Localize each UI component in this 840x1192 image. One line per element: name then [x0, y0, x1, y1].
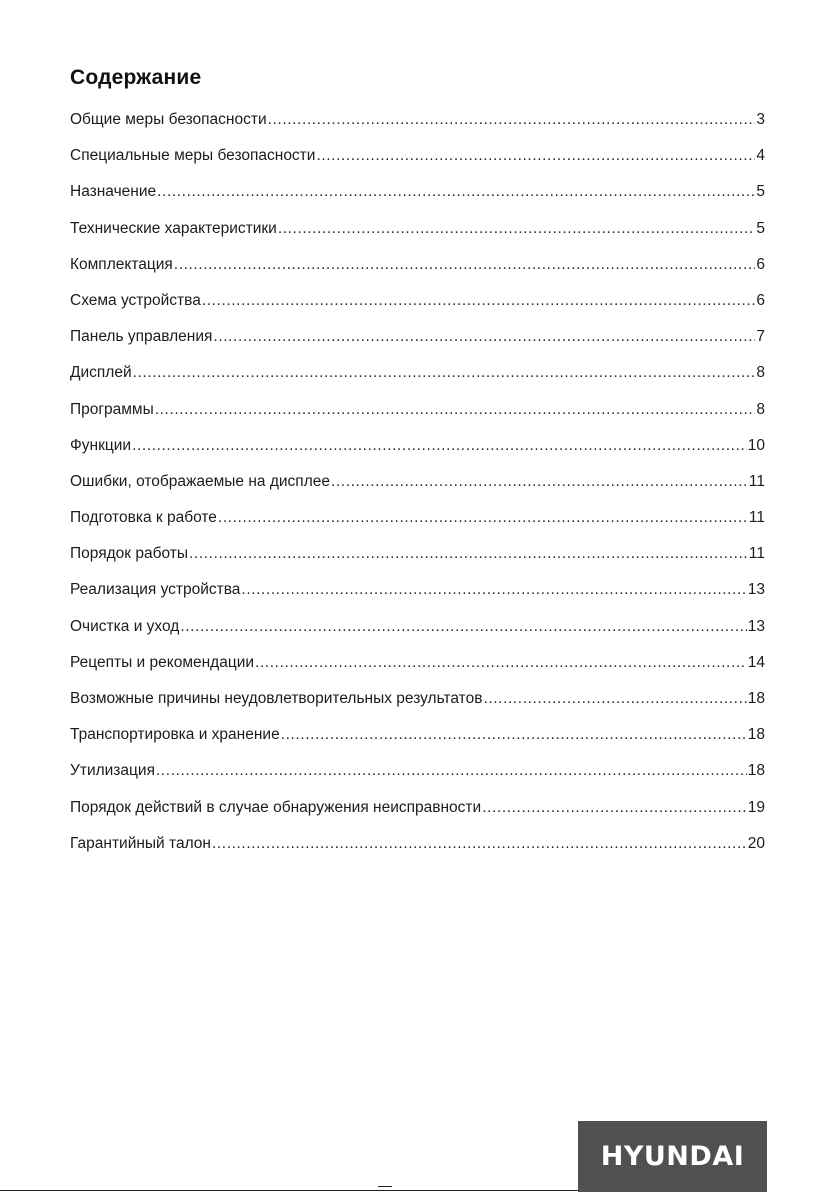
toc-entry[interactable]	[70, 508, 765, 544]
dot-leader	[278, 219, 756, 239]
toc-entry-page: 8	[756, 364, 765, 382]
dot-leader	[189, 544, 748, 564]
toc-entry-page: 5	[756, 183, 765, 201]
toc-entry[interactable]	[70, 689, 765, 725]
dot-leader	[213, 327, 755, 347]
dot-leader	[180, 617, 746, 637]
toc-entry-label: Технические характеристики	[70, 219, 277, 237]
toc-entry[interactable]	[70, 436, 765, 472]
toc-entry-page: 18	[747, 690, 765, 707]
dot-leader	[202, 291, 756, 311]
toc-entry[interactable]	[70, 653, 765, 689]
toc-entry[interactable]	[70, 834, 765, 870]
toc-entry-page: 11	[748, 509, 765, 527]
toc-entry-label: Гарантийный талон	[70, 834, 211, 852]
toc-entry-page: 4	[756, 147, 765, 165]
dot-leader	[212, 834, 747, 854]
toc-entry-label: Рецепты и рекомендации	[70, 653, 255, 671]
dot-leader	[132, 436, 747, 456]
dot-leader	[241, 580, 746, 600]
toc-entry-page: 13	[747, 581, 765, 599]
toc-entry[interactable]	[70, 291, 765, 327]
toc-entry-page: 20	[747, 834, 765, 852]
toc-entry-label: Дисплей	[70, 364, 132, 382]
toc-entry-label: Очистка и уход	[70, 617, 180, 635]
toc-entry-label: Возможные причины неудовлетворительных результатов	[70, 690, 483, 707]
toc-entry-label: Функции	[70, 436, 132, 454]
toc-entry[interactable]	[70, 255, 765, 291]
toc-entry-label: Назначение	[70, 183, 157, 201]
toc-entry-page: 11	[748, 545, 765, 563]
toc-entry[interactable]	[70, 327, 765, 363]
dot-leader	[482, 798, 747, 818]
toc-entry-label: Специальные меры безопасности	[70, 147, 316, 165]
toc-entry-page: 6	[756, 291, 765, 309]
dot-leader	[268, 110, 756, 130]
brand-logo-text: HYUNDAI	[600, 1141, 745, 1172]
toc-entry-page: 8	[756, 400, 765, 418]
dot-leader	[155, 400, 756, 420]
toc-entry-page: 7	[756, 328, 765, 346]
toc-entry-label: Ошибки, отображаемые на дисплее	[70, 472, 330, 490]
toc-entry-label: Схема устройства	[70, 291, 201, 309]
toc-entry-page: 6	[756, 255, 765, 273]
dot-leader	[255, 653, 747, 673]
toc-entry[interactable]	[70, 544, 765, 580]
table-of-contents	[70, 110, 765, 870]
toc-entry-page: 13	[747, 617, 765, 635]
footer-rule	[0, 1190, 578, 1191]
toc-entry-page: 18	[747, 726, 765, 744]
toc-entry[interactable]	[70, 580, 765, 616]
toc-entry-page: 11	[748, 472, 765, 490]
dot-leader	[483, 689, 746, 709]
page-title: Содержание	[70, 66, 202, 89]
toc-entry-label: Порядок работы	[70, 545, 188, 563]
page-marker	[378, 1186, 392, 1187]
dot-leader	[157, 182, 755, 202]
toc-entry[interactable]	[70, 363, 765, 399]
toc-entry-page: 5	[756, 219, 765, 237]
toc-entry[interactable]	[70, 761, 765, 797]
toc-entry-label: Комплектация	[70, 255, 173, 273]
toc-entry[interactable]	[70, 110, 765, 146]
toc-entry[interactable]	[70, 219, 765, 255]
toc-entry-label: Порядок действий в случае обнаружения неисправности	[70, 798, 482, 816]
toc-entry-label: Утилизация	[70, 762, 155, 780]
toc-entry[interactable]	[70, 472, 765, 508]
toc-entry-label: Программы	[70, 400, 154, 418]
toc-entry[interactable]	[70, 146, 765, 182]
dot-leader	[218, 508, 748, 528]
toc-entry-page: 14	[747, 653, 765, 671]
dot-leader	[156, 761, 747, 781]
toc-entry[interactable]	[70, 617, 765, 653]
toc-entry[interactable]	[70, 182, 765, 218]
dot-leader	[331, 472, 748, 492]
toc-entry-label: Транспортировка и хранение	[70, 726, 280, 744]
toc-entry-page: 18	[747, 762, 765, 780]
dot-leader	[316, 146, 755, 166]
toc-entry[interactable]	[70, 725, 765, 761]
toc-entry-label: Общие меры безопасности	[70, 111, 267, 128]
dot-leader	[133, 363, 756, 383]
toc-entry-page: 10	[747, 436, 765, 454]
toc-entry-page: 3	[756, 111, 765, 128]
brand-logo	[578, 1121, 767, 1192]
toc-entry-label: Панель управления	[70, 328, 213, 346]
dot-leader	[281, 725, 747, 745]
toc-entry[interactable]	[70, 798, 765, 834]
toc-entry[interactable]	[70, 400, 765, 436]
toc-entry-label: Реализация устройства	[70, 581, 241, 599]
toc-entry-label: Подготовка к работе	[70, 509, 217, 527]
toc-entry-page: 19	[747, 798, 765, 816]
dot-leader	[174, 255, 756, 275]
